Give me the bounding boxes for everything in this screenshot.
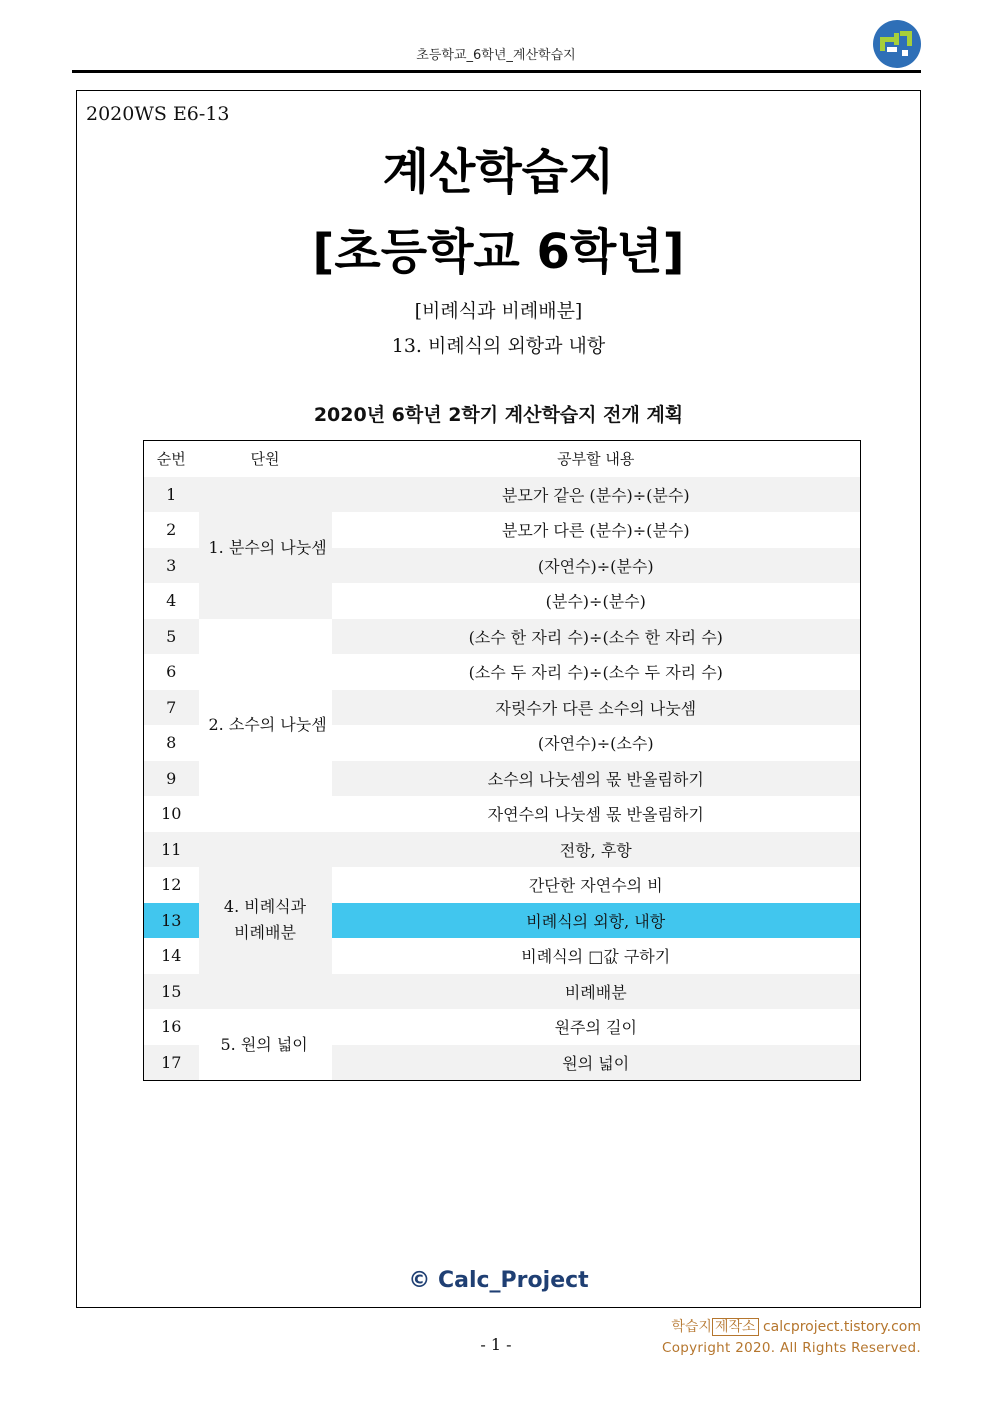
row-content: 간단한 자연수의 비	[332, 867, 861, 903]
header-no: 순번	[156, 450, 186, 469]
running-header: 초등학교_6학년_계산학습지	[416, 48, 576, 63]
row-number: 6	[144, 654, 199, 690]
header-content: 공부할 내용	[557, 450, 635, 469]
row-number: 14	[144, 938, 199, 974]
row-content: (자연수)÷(분수)	[332, 548, 861, 584]
row-number: 11	[144, 832, 199, 868]
table-row	[144, 1009, 861, 1045]
table-header-row	[144, 441, 861, 477]
row-content: 비례식의 외항, 내항	[332, 903, 861, 939]
header-rule	[72, 70, 921, 73]
grade-title: [초등학교 6학년]	[312, 224, 685, 280]
footer-copyright: Copyright 2020. All Rights Reserved.	[661, 1340, 921, 1356]
row-number: 17	[144, 1045, 199, 1081]
table-row	[144, 619, 861, 655]
row-content: 소수의 나눗셈의 몫 반올림하기	[332, 761, 861, 797]
calc-project-logo-icon	[873, 20, 921, 68]
brand-copyright: © Calc_Project	[408, 1268, 589, 1293]
unit-cell: 5. 원의 넓이	[199, 1009, 332, 1081]
row-content: 비례배분	[332, 974, 861, 1010]
unit-cell: 2. 소수의 나눗셈	[199, 619, 332, 832]
row-content: 자릿수가 다른 소수의 나눗셈	[332, 690, 861, 726]
row-number: 5	[144, 619, 199, 655]
table-row	[144, 832, 861, 868]
plan-table	[143, 440, 861, 1081]
row-content: 분모가 다른 (분수)÷(분수)	[332, 512, 861, 548]
row-number: 13	[144, 903, 199, 939]
row-content: 원주의 길이	[332, 1009, 861, 1045]
row-number: 2	[144, 512, 199, 548]
plan-title: 2020년 6학년 2학기 계산학습지 전개 계획	[313, 404, 684, 426]
row-number: 15	[144, 974, 199, 1010]
row-content: (소수 한 자리 수)÷(소수 한 자리 수)	[332, 619, 861, 655]
row-content: 비례식의 □값 구하기	[332, 938, 861, 974]
row-number: 7	[144, 690, 199, 726]
row-number: 9	[144, 761, 199, 797]
lesson-subtitle: 13. 비례식의 외항과 내항	[391, 335, 606, 357]
row-content: (분수)÷(분수)	[332, 583, 861, 619]
header-unit: 단원	[250, 450, 280, 469]
unit-cell: 1. 분수의 나눗셈	[199, 477, 332, 619]
footer-site-url[interactable]: calcproject.tistory.com	[762, 1319, 921, 1335]
chapter-subtitle: [비례식과 비례배분]	[414, 300, 583, 322]
row-number: 3	[144, 548, 199, 584]
row-number: 8	[144, 725, 199, 761]
row-content: 분모가 같은 (분수)÷(분수)	[332, 477, 861, 513]
document-code: 2020WS E6-13	[86, 103, 230, 125]
row-number: 12	[144, 867, 199, 903]
row-content: (자연수)÷(소수)	[332, 725, 861, 761]
row-number: 10	[144, 796, 199, 832]
main-title: 계산학습지	[382, 144, 615, 200]
row-content: 원의 넓이	[332, 1045, 861, 1081]
table-row	[144, 477, 861, 513]
footer-site	[671, 1316, 921, 1336]
page-number: - 1 -	[480, 1335, 512, 1354]
row-content: 자연수의 나눗셈 몫 반올림하기	[332, 796, 861, 832]
row-content: (소수 두 자리 수)÷(소수 두 자리 수)	[332, 654, 861, 690]
footer-site-prefix: 학습지	[671, 1319, 712, 1335]
row-number: 4	[144, 583, 199, 619]
unit-cell: 4. 비례식과 비례배분	[199, 832, 332, 1010]
footer-site-boxed: 제작소	[712, 1318, 759, 1336]
row-content: 전항, 후항	[332, 832, 861, 868]
row-number: 16	[144, 1009, 199, 1045]
row-number: 1	[144, 477, 199, 513]
